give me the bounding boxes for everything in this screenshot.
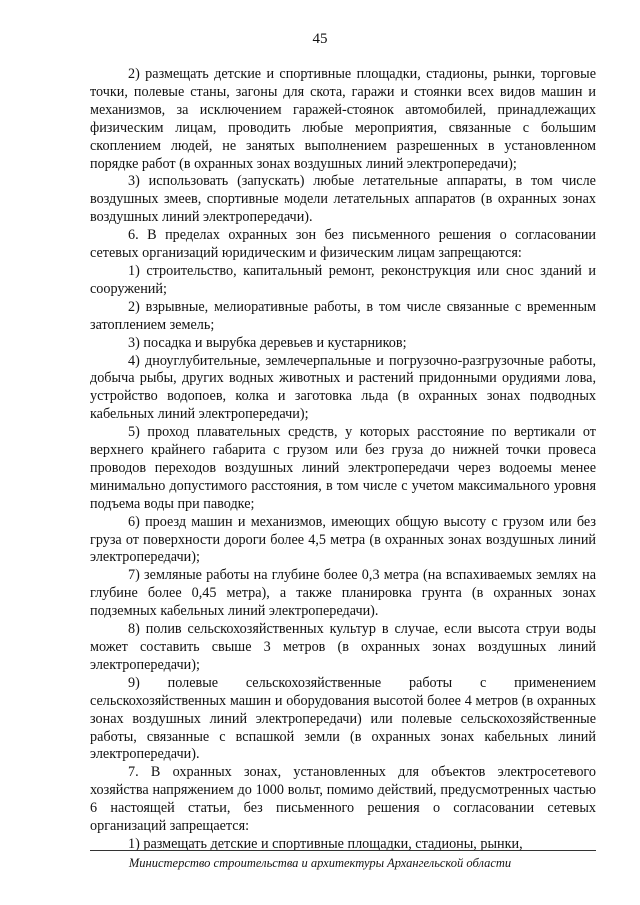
list-item-2-blasting: 2) взрывные, мелиоративные работы, в том числе связанные с временным затоплением земель; (90, 298, 596, 333)
list-item-8-irrigation: 8) полив сельскохозяйственных культур в случае, если высота струи воды может составить свыше 3 метров (в охранных зонах воздушных линий электропередачи); (90, 621, 596, 673)
list-item-7-earthworks: 7) земляные работы на глубине более 0,3 метра (на вспахиваемых землях на глубине более 0,45 метра), а также планировка грунта (в охранных зонах подземных кабельных линий электропередачи). (90, 567, 596, 620)
list-item-1-construction: 1) строительство, капитальный ремонт, реконструкция или снос зданий и сооружений; (90, 262, 596, 297)
paragraph-3-aircraft: 3) использовать (запускать) любые летательные аппараты, в том числе воздушных змеев, спортивные модели летательных аппаратов (в охранных зонах воздушных линий электропередачи). (90, 173, 596, 226)
document-body (90, 66, 596, 854)
list-item-6-vehicles: 6) проезд машин и механизмов, имеющих общую высоту с грузом или без груза от поверхности дороги более 4,5 метра (в охранных зонах воздушных линий электропередачи); (90, 513, 596, 566)
list-item-9-field-works: 9) полевые сельскохозяйственные работы с применением сельскохозяйственных машин и оборудования высотой более 4 метров (в охранных зонах воздушных линий электропередачи) или полевые сельскохозяйственные работы, связанные с вспашкой земли (в охранных зонах кабельных линий электропередачи). (90, 674, 596, 763)
list-item-1-placement-continued: 1) размещать детские и спортивные площадки, стадионы, рынки, (128, 835, 523, 852)
paragraph-section-6: 6. В пределах охранных зон без письменного решения о согласовании сетевых организаций юридическим и физическим лицам запрещаются: (90, 227, 596, 262)
page-number: 45 (312, 31, 328, 47)
list-item-3-planting: 3) посадка и вырубка деревьев и кустарников; (128, 334, 407, 351)
paragraph-2-placement: 2) размещать детские и спортивные площадки, стадионы, рынки, торговые точки, полевые станы, загоны для скота, гаражи и стоянки всех видов машин и механизмов, за исключением гаражей-стоянок автомобилей, принадлежащих физическим лицам, проводить любые мероприятия, связанные с большим скоплением людей, не занятых выполнением разрешенных в установленном порядке работ (в охранных зонах воздушных линий электропередачи); (90, 66, 596, 172)
list-item-5-vessels: 5) проход плавательных средств, у которых расстояние по вертикали от верхнего крайнего габарита с грузом или без груза до нижней точки провеса проводов переходов воздушных линий электропередачи через водоемы менее минимально допустимого расстояния, в том числе с учетом максимального уровня подъема воды при паводке; (90, 424, 596, 512)
list-item-4-dredging: 4) дноуглубительные, землечерпальные и погрузочно-разгрузочные работы, добыча рыбы, других водных животных и растений придонными орудиями лова, устройство водопоев, колка и заготовка льда (в охранных зонах подводных кабельных линий электропередачи); (90, 352, 596, 423)
footer-ministry-name: Министерство строительства и архитектуры Архангельской области (128, 856, 512, 870)
footer-divider (90, 850, 596, 851)
paragraph-section-7: 7. В охранных зонах, установленных для объектов электросетевого хозяйства напряжением до 1000 вольт, помимо действий, предусмотренных частью 6 настоящей статьи, без письменного решения о согласовании сетевых организаций запрещается: (90, 764, 596, 835)
